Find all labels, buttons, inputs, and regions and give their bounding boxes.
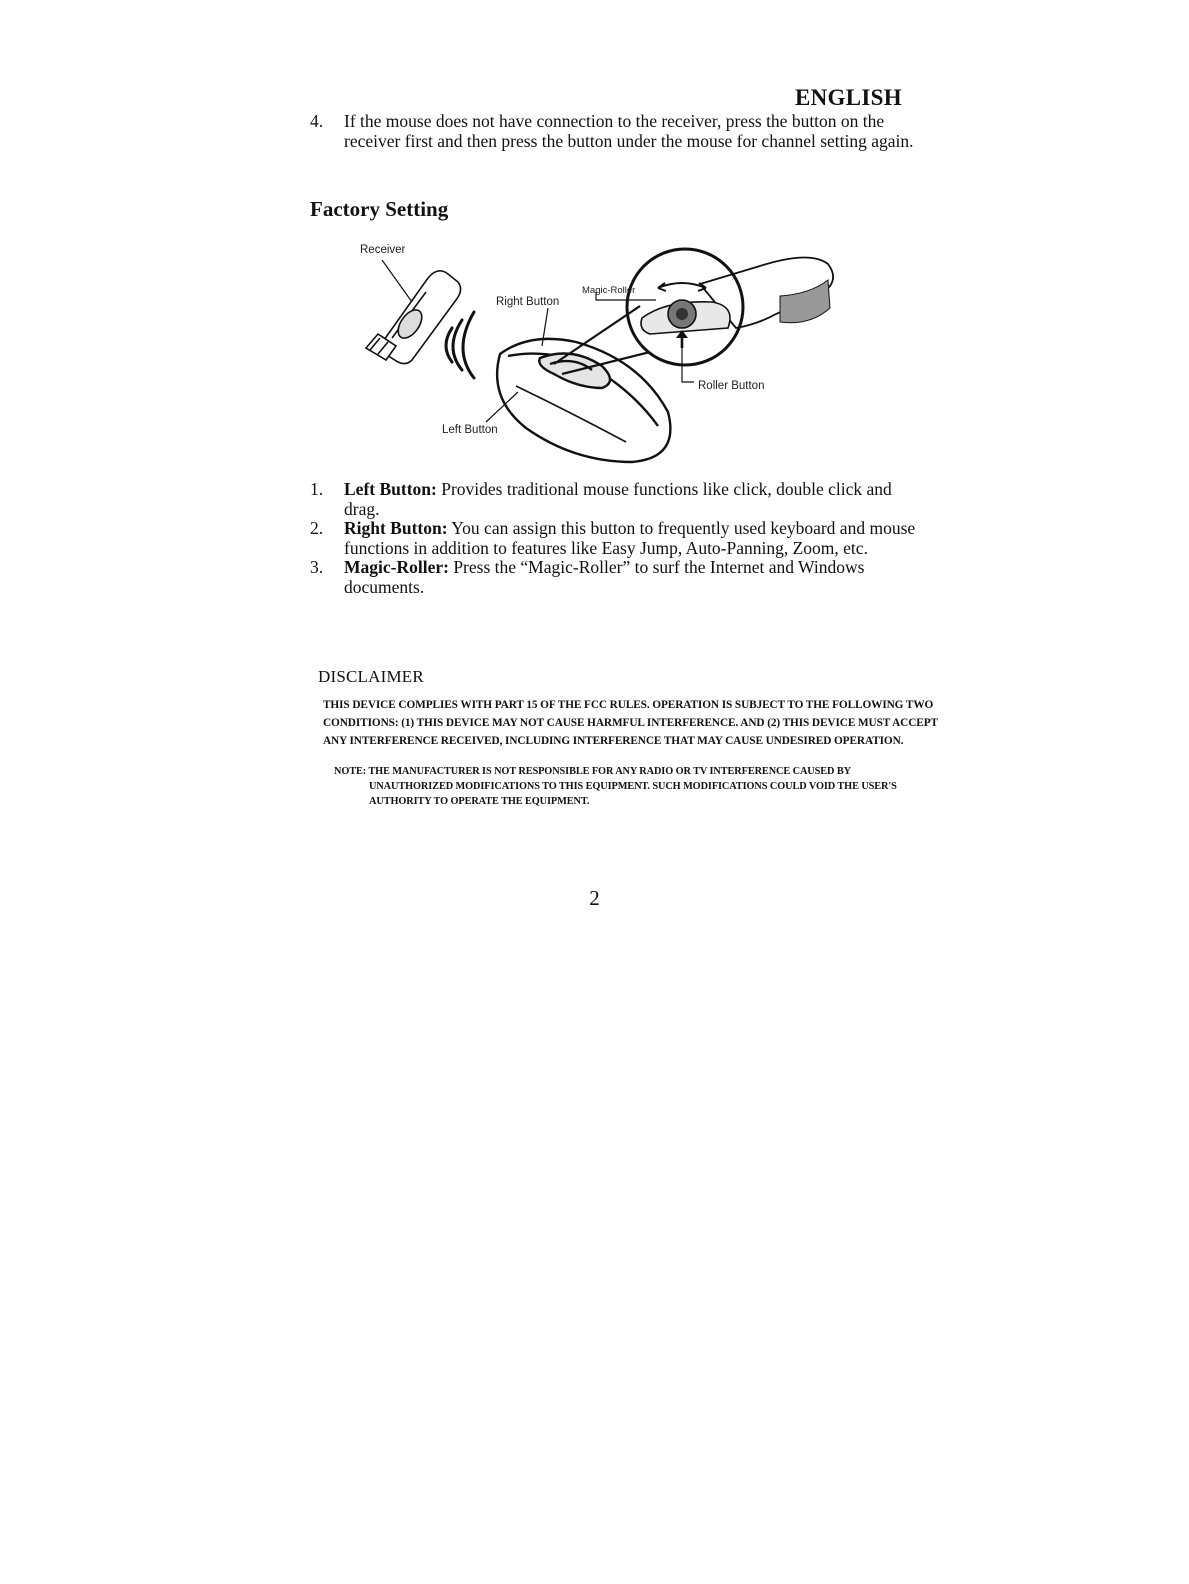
- page-number: 2: [589, 886, 600, 910]
- button-features-list: [310, 480, 930, 597]
- feature-number: 1.: [310, 479, 324, 499]
- label-magic-roller: Magic-Roller: [582, 285, 636, 296]
- wireless-signal-icon: [446, 312, 474, 378]
- step-4: [310, 111, 920, 151]
- feature-description: You can assign this button to frequently used keyboard and mouse functions in addition to features like Easy Jump, Auto-Panning, Zoom, etc.: [344, 518, 916, 558]
- label-receiver: Receiver: [360, 244, 406, 256]
- note-text: NOTE: THE MANUFACTURER IS NOT RESPONSIBLE FOR ANY RADIO OR TV INTERFERENCE CAUSED BY UNAUTHORIZED MODIFICATIONS TO THIS EQUIPMENT. SUCH MODIFICATIONS COULD VOID THE USER'S AUTHORITY TO OPERATE THE EQUIPMENT.: [334, 766, 897, 807]
- feature-item-left-button: [310, 480, 930, 519]
- feature-description: Press the “Magic-Roller” to surf the Internet and Windows documents.: [344, 557, 865, 597]
- step-number: 4.: [310, 111, 324, 131]
- magnified-roller-view: [627, 249, 833, 365]
- section-heading-factory-setting: Factory Setting: [310, 197, 449, 221]
- label-left-button: Left Button: [442, 424, 498, 436]
- disclaimer-title: DISCLAIMER: [318, 667, 424, 686]
- feature-term: Left Button:: [344, 479, 437, 499]
- mouse-body-illustration: [497, 339, 670, 462]
- feature-number: 2.: [310, 518, 324, 538]
- feature-item-magic-roller: [310, 558, 930, 597]
- label-roller-button: Roller Button: [698, 380, 765, 392]
- language-header: ENGLISH: [795, 85, 902, 110]
- mouse-illustration: [340, 236, 860, 486]
- mouse-diagram: [340, 236, 860, 486]
- disclaimer-note: [334, 764, 934, 809]
- feature-item-right-button: [310, 519, 930, 558]
- step-text: If the mouse does not have connection to the receiver, press the button on the receiver first and then press the button under the mouse for channel setting again.: [344, 111, 914, 151]
- feature-term: Right Button:: [344, 518, 448, 538]
- feature-description: Provides traditional mouse functions like click, double click and drag.: [344, 479, 892, 519]
- feature-term: Magic-Roller:: [344, 557, 449, 577]
- label-right-button: Right Button: [496, 296, 560, 308]
- disclaimer-body: THIS DEVICE COMPLIES WITH PART 15 OF THE FCC RULES. OPERATION IS SUBJECT TO THE FOLLOWING TWO CONDITIONS: (1) THIS DEVICE MAY NOT CAUSE HARMFUL INTERFERENCE. AND (2) THIS DEVICE MUST ACCEPT ANY INTERFERENCE RECEIVED, INCLUDING INTERFERENCE THAT MAY CAUSE UNDESIRED OPERATION.: [323, 699, 938, 747]
- feature-number: 3.: [310, 557, 324, 577]
